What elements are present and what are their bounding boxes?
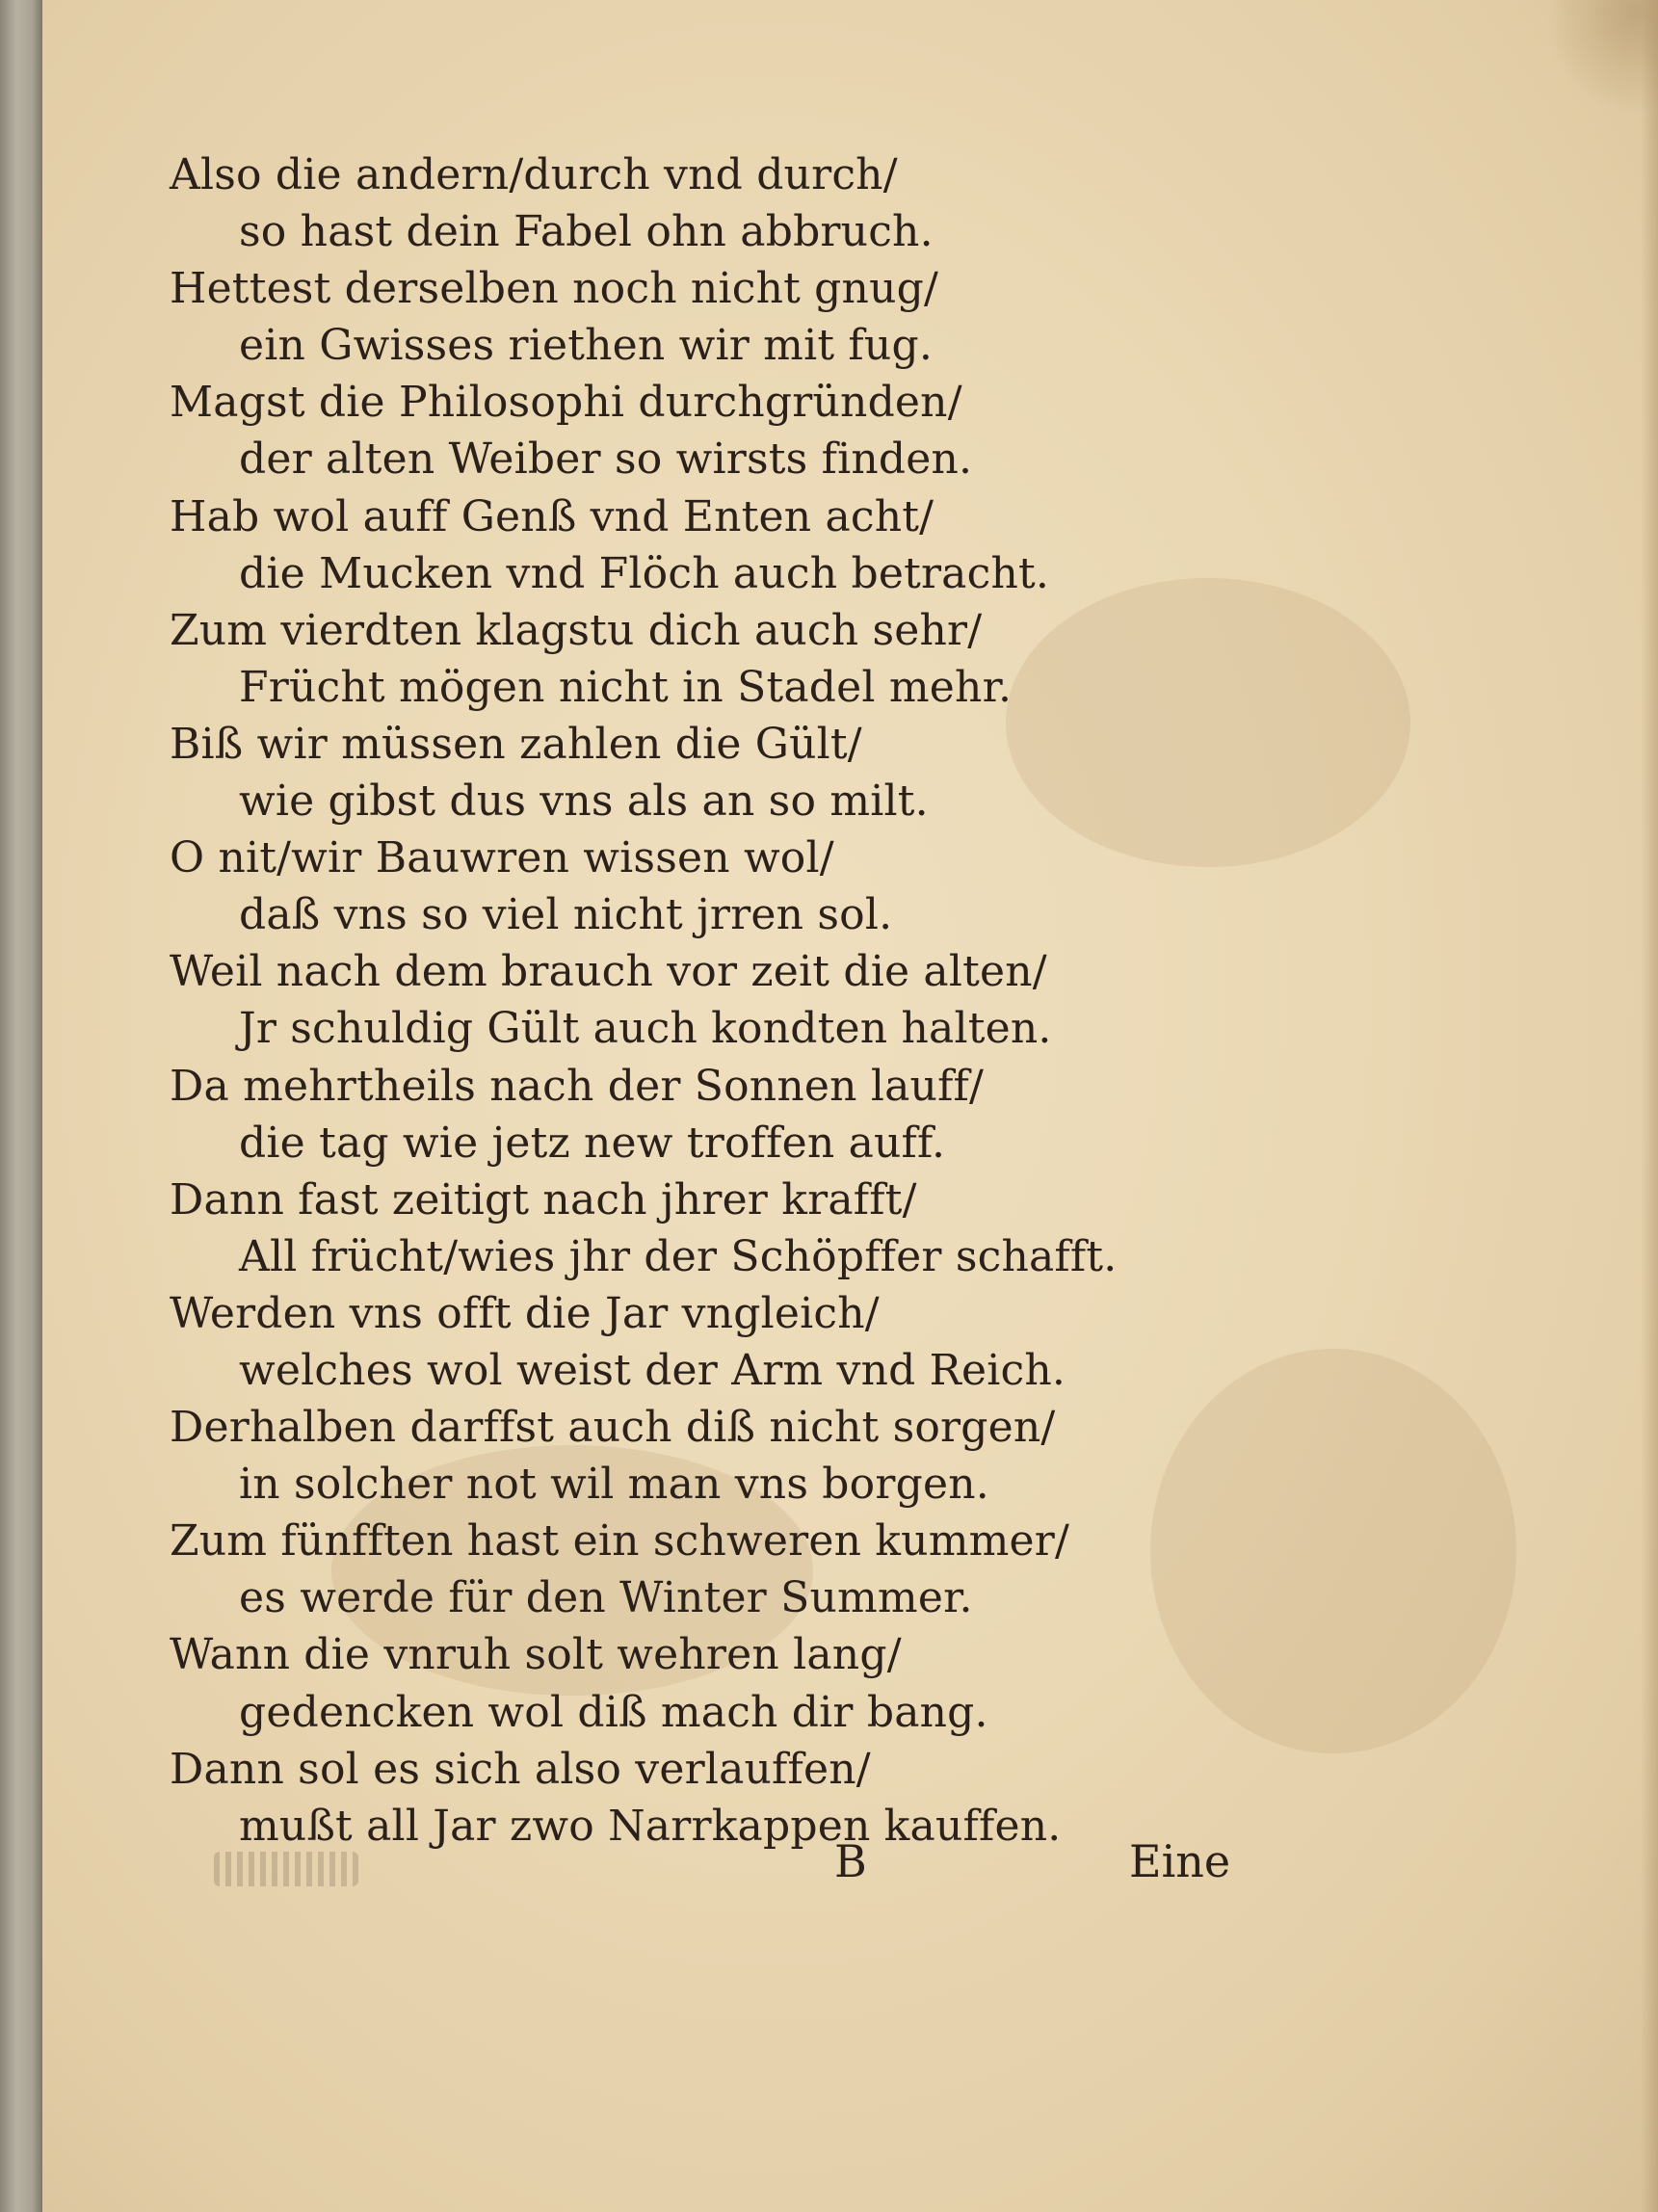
verse-line: Hab wol auff Genß vnd Enten acht/ [170,491,934,541]
verse-line: wie gibst dus vns als an so milt. [239,777,929,827]
verse-line: ein Gwisses riethen wir mit fug. [239,321,934,371]
verse-line: es werde für den Winter Summer. [239,1573,973,1623]
verse-line: Dann sol es sich also verlauffen/ [170,1744,871,1794]
book-binding-edge [0,0,42,2212]
verse-line: All frücht/wies jhr der Schöpffer schafft. [239,1231,1118,1281]
verse-line: daß vns so viel nicht jrren sol. [239,890,893,940]
verse-line: Biß wir müssen zahlen die Gült/ [170,719,862,769]
verse-line: Derhalben darffst auch diß nicht sorgen/ [170,1403,1056,1453]
verse-line: Also die andern/durch vnd durch/ [170,150,898,199]
verse-line: Dann fast zeitigt nach jhrer krafft/ [170,1174,917,1224]
verse-line: mußt all Jar zwo Narrkappen kauffen. [239,1801,1062,1851]
verse-text-block [170,146,1277,1855]
verse-line: Da mehrtheils nach der Sonnen lauff/ [170,1061,985,1111]
verse-line: Zum fünfften hast ein schweren kummer/ [170,1516,1070,1567]
verse-line: Jr schuldig Gült auch kondten halten. [239,1004,1052,1054]
verse-line: Frücht mögen nicht in Stadel mehr. [239,662,1013,712]
verse-line: so hast dein Fabel ohn abbruch. [239,207,934,257]
page-corner-stain [1545,0,1658,116]
verse-line: Weil nach dem brauch vor zeit die alten/ [170,947,1047,997]
verse-line: gedencken wol diß mach dir bang. [239,1687,988,1737]
verse-line: in solcher not wil man vns borgen. [239,1460,989,1510]
verse-line: Werden vns offt die Jar vngleich/ [170,1288,880,1338]
verse-line: die Mucken vnd Flöch auch betracht. [239,548,1050,598]
page-edge-shadow [1641,0,1658,2212]
verse-line: Zum vierdten klagstu dich auch sehr/ [170,605,983,655]
verse-line: Hettest derselben noch nicht gnug/ [170,264,939,314]
verse-line: welches wol weist der Arm vnd Reich. [239,1345,1066,1395]
verse-line: die tag wie jetz new troffen auff. [239,1118,946,1168]
verse-line: der alten Weiber so wirsts finden. [239,434,973,485]
catchword: Eine [1129,1835,1231,1887]
verse-line: Magst die Philosophi durchgründen/ [170,378,962,428]
verse-line: O nit/wir Bauwren wissen wol/ [170,833,834,883]
ink-offset-mark [214,1852,358,1886]
verse-line: Wann die vnruh solt wehren lang/ [170,1630,902,1680]
signature-mark: B [834,1835,867,1887]
